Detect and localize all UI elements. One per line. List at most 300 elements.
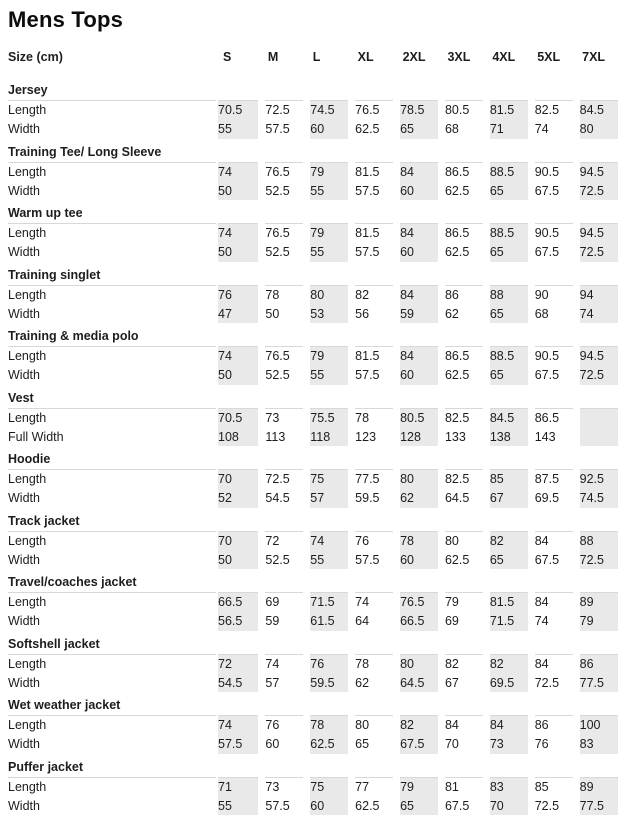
section-name: Training Tee/ Long Sleeve (8, 139, 621, 163)
size-value-cell: 54.5 (262, 489, 307, 508)
size-value-cell: 83 (576, 735, 621, 754)
measurement-label: Length (8, 718, 47, 733)
measurement-label: Length (8, 287, 47, 302)
size-value-cell: 74.5 (576, 489, 621, 508)
size-value-cell: 72 (262, 531, 307, 550)
size-value-cell: 84 (397, 224, 442, 243)
section-name: Warm up tee (8, 200, 621, 224)
size-value-cell: 78 (352, 654, 397, 673)
size-value-cell: 59 (397, 304, 442, 323)
size-value-cell: 69.5 (531, 489, 576, 508)
measurement-row (8, 181, 621, 200)
size-value-cell: 84 (397, 285, 442, 304)
measurement-row (8, 470, 621, 489)
size-value-cell: 64.5 (397, 673, 442, 692)
measurement-label: Full Width (8, 429, 64, 444)
size-value-cell: 76.5 (262, 347, 307, 366)
size-value-cell: 62.5 (441, 243, 486, 262)
size-value-cell: 65 (397, 796, 442, 815)
size-value-cell: 72.5 (531, 796, 576, 815)
section-header-row (8, 262, 621, 286)
size-value-cell: 65 (486, 366, 531, 385)
size-value-cell: 76.5 (262, 162, 307, 181)
measurement-row (8, 101, 621, 120)
size-value-cell: 57.5 (352, 550, 397, 569)
size-value-cell: 88 (576, 531, 621, 550)
size-value-cell: 57.5 (352, 243, 397, 262)
size-value-cell: 59 (262, 612, 307, 631)
section-header-row (8, 200, 621, 224)
size-value-cell: 59.5 (307, 673, 352, 692)
measurement-label: Width (8, 183, 40, 198)
size-value-cell: 78 (397, 531, 442, 550)
size-value-cell: 74 (531, 612, 576, 631)
size-value-cell: 84 (531, 593, 576, 612)
size-value-cell: 94.5 (576, 224, 621, 243)
size-value-cell: 84 (531, 654, 576, 673)
size-value-cell: 60 (397, 366, 442, 385)
size-value-cell: 68 (531, 304, 576, 323)
size-value-cell: 84.5 (486, 408, 531, 427)
size-value-cell: 61.5 (307, 612, 352, 631)
size-value-cell: 74 (217, 347, 262, 366)
size-value-cell: 85 (486, 470, 531, 489)
size-value-cell: 62.5 (352, 796, 397, 815)
size-value-cell: 57 (262, 673, 307, 692)
size-value-cell: 67.5 (397, 735, 442, 754)
size-value-cell: 75 (307, 777, 352, 796)
size-value-cell: 77.5 (576, 796, 621, 815)
size-value-cell: 90 (531, 285, 576, 304)
size-value-cell: 65 (486, 304, 531, 323)
size-value-cell: 67.5 (531, 243, 576, 262)
size-value-cell: 118 (307, 427, 352, 446)
size-column-header: 5XL (537, 50, 561, 64)
section-name: Travel/coaches jacket (8, 569, 621, 593)
size-value-cell: 81.5 (486, 593, 531, 612)
size-value-cell: 70 (217, 470, 262, 489)
size-value-cell: 69.5 (486, 673, 531, 692)
size-value-cell: 50 (262, 304, 307, 323)
size-value-cell: 52 (217, 489, 262, 508)
size-value-cell: 80.5 (441, 101, 486, 120)
size-value-cell: 50 (217, 366, 262, 385)
size-value-cell: 57.5 (262, 120, 307, 139)
size-value-cell: 94.5 (576, 347, 621, 366)
size-value-cell: 76 (531, 735, 576, 754)
size-value-cell: 72.5 (262, 101, 307, 120)
size-value-cell: 65 (486, 550, 531, 569)
size-value-cell: 79 (307, 162, 352, 181)
size-value-cell: 77 (352, 777, 397, 796)
size-value-cell: 94.5 (576, 162, 621, 181)
size-value-cell: 82 (441, 654, 486, 673)
size-value-cell: 47 (217, 304, 262, 323)
measurement-row (8, 304, 621, 323)
section-header-row (8, 446, 621, 470)
section-name: Training singlet (8, 262, 621, 286)
size-value-cell: 143 (531, 427, 576, 446)
size-value-cell: 57.5 (352, 181, 397, 200)
size-value-cell (576, 408, 621, 427)
size-value-cell: 65 (486, 243, 531, 262)
size-value-cell: 60 (307, 120, 352, 139)
size-value-cell: 84 (531, 531, 576, 550)
size-value-cell: 88.5 (486, 162, 531, 181)
size-value-cell: 85 (531, 777, 576, 796)
size-value-cell: 84 (486, 716, 531, 735)
size-value-cell: 79 (397, 777, 442, 796)
measurement-row (8, 593, 621, 612)
section-name: Track jacket (8, 508, 621, 532)
size-header-row (8, 50, 621, 77)
size-value-cell: 52.5 (262, 243, 307, 262)
size-value-cell: 74.5 (307, 101, 352, 120)
measurement-label: Length (8, 103, 47, 118)
size-value-cell: 55 (217, 796, 262, 815)
size-value-cell: 67.5 (531, 181, 576, 200)
size-value-cell: 90.5 (531, 162, 576, 181)
size-value-cell: 69 (262, 593, 307, 612)
size-value-cell: 67.5 (531, 366, 576, 385)
size-value-cell: 74 (307, 531, 352, 550)
measurement-label: Width (8, 122, 40, 136)
size-value-cell: 84 (397, 347, 442, 366)
size-value-cell: 86.5 (441, 347, 486, 366)
size-value-cell: 88 (486, 285, 531, 304)
size-value-cell: 71 (217, 777, 262, 796)
size-value-cell: 80 (441, 531, 486, 550)
size-value-cell: 60 (397, 181, 442, 200)
size-value-cell: 76 (307, 654, 352, 673)
size-value-cell: 50 (217, 181, 262, 200)
size-value-cell: 73 (262, 777, 307, 796)
size-value-cell: 65 (352, 735, 397, 754)
measurement-label: Length (8, 533, 47, 548)
measurement-row (8, 531, 621, 550)
measurement-label: Length (8, 472, 47, 487)
size-value-cell: 81.5 (486, 101, 531, 120)
measurement-label: Length (8, 410, 47, 425)
size-value-cell: 57.5 (352, 366, 397, 385)
size-value-cell: 79 (576, 612, 621, 631)
size-value-cell: 60 (397, 243, 442, 262)
measurement-label: Length (8, 226, 47, 241)
size-value-cell: 70.5 (217, 408, 262, 427)
measurement-label: Width (8, 675, 40, 690)
size-value-cell: 76.5 (397, 593, 442, 612)
size-value-cell: 64 (352, 612, 397, 631)
size-value-cell: 81.5 (352, 347, 397, 366)
size-value-cell: 67 (486, 489, 531, 508)
size-value-cell: 73 (262, 408, 307, 427)
size-column-header: M (267, 50, 279, 64)
measurement-row (8, 408, 621, 427)
size-value-cell: 82.5 (531, 101, 576, 120)
size-value-cell: 94 (576, 285, 621, 304)
size-value-cell: 72.5 (576, 366, 621, 385)
size-column-header: 4XL (492, 50, 516, 64)
section-name: Vest (8, 385, 621, 409)
size-value-cell: 72.5 (576, 243, 621, 262)
size-value-cell: 53 (307, 304, 352, 323)
measurement-row (8, 654, 621, 673)
size-value-cell: 62.5 (441, 550, 486, 569)
size-value-cell: 62.5 (441, 366, 486, 385)
size-value-cell (576, 427, 621, 446)
measurement-row (8, 347, 621, 366)
section-name: Hoodie (8, 446, 621, 470)
size-column-header: XL (357, 50, 374, 64)
size-value-cell: 69 (441, 612, 486, 631)
size-value-cell: 76.5 (352, 101, 397, 120)
measurement-label: Length (8, 779, 47, 794)
size-value-cell: 71.5 (307, 593, 352, 612)
size-value-cell: 75.5 (307, 408, 352, 427)
size-value-cell: 88.5 (486, 347, 531, 366)
measurement-label: Length (8, 349, 47, 364)
section-header-row (8, 569, 621, 593)
size-value-cell: 79 (441, 593, 486, 612)
size-chart-table (8, 50, 625, 815)
measurement-label: Width (8, 552, 40, 567)
size-value-cell: 80 (352, 716, 397, 735)
size-value-cell: 56 (352, 304, 397, 323)
size-value-cell: 60 (397, 550, 442, 569)
size-value-cell: 76 (217, 285, 262, 304)
size-value-cell: 62 (352, 673, 397, 692)
size-column-header: 2XL (402, 50, 426, 64)
size-value-cell: 82.5 (441, 470, 486, 489)
size-column-header: 7XL (582, 50, 606, 64)
size-value-cell: 89 (576, 593, 621, 612)
measurement-row (8, 673, 621, 692)
size-value-cell: 90.5 (531, 224, 576, 243)
size-value-cell: 60 (262, 735, 307, 754)
section-header-row (8, 323, 621, 347)
size-value-cell: 138 (486, 427, 531, 446)
size-value-cell: 82 (352, 285, 397, 304)
size-value-cell: 77.5 (576, 673, 621, 692)
section-header-row (8, 754, 621, 778)
size-value-cell: 87.5 (531, 470, 576, 489)
size-value-cell: 62 (397, 489, 442, 508)
size-value-cell: 52.5 (262, 181, 307, 200)
size-value-cell: 78 (262, 285, 307, 304)
measurement-row (8, 285, 621, 304)
size-value-cell: 72.5 (576, 181, 621, 200)
size-chart-body (8, 77, 621, 815)
size-value-cell: 76 (352, 531, 397, 550)
measurement-row (8, 489, 621, 508)
size-value-cell: 74 (352, 593, 397, 612)
size-value-cell: 80.5 (397, 408, 442, 427)
size-value-cell: 62 (441, 304, 486, 323)
size-value-cell: 92.5 (576, 470, 621, 489)
size-value-cell: 52.5 (262, 366, 307, 385)
size-value-cell: 84 (441, 716, 486, 735)
size-value-cell: 72.5 (576, 550, 621, 569)
size-column-header: 3XL (447, 50, 471, 64)
size-value-cell: 72.5 (531, 673, 576, 692)
size-value-cell: 60 (307, 796, 352, 815)
section-header-row (8, 508, 621, 532)
size-value-cell: 82 (486, 654, 531, 673)
section-name: Softshell jacket (8, 631, 621, 655)
size-value-cell: 90.5 (531, 347, 576, 366)
size-value-cell: 78 (307, 716, 352, 735)
size-value-cell: 86 (441, 285, 486, 304)
size-column-header: L (312, 50, 321, 64)
section-name: Wet weather jacket (8, 692, 621, 716)
size-value-cell: 50 (217, 550, 262, 569)
size-value-cell: 57.5 (262, 796, 307, 815)
measurement-row (8, 796, 621, 815)
size-value-cell: 86 (576, 654, 621, 673)
measurement-label: Length (8, 656, 47, 671)
measurement-row (8, 162, 621, 181)
measurement-row (8, 243, 621, 262)
size-value-cell: 70 (217, 531, 262, 550)
measurement-row (8, 735, 621, 754)
page-title: Mens Tops (8, 7, 124, 32)
size-value-cell: 84.5 (576, 101, 621, 120)
size-value-cell: 76 (262, 716, 307, 735)
section-header-row (8, 692, 621, 716)
size-value-cell: 71 (486, 120, 531, 139)
size-value-cell: 74 (531, 120, 576, 139)
size-value-cell: 79 (307, 347, 352, 366)
size-value-cell: 133 (441, 427, 486, 446)
size-value-cell: 56.5 (217, 612, 262, 631)
size-value-cell: 80 (576, 120, 621, 139)
measurement-row (8, 612, 621, 631)
section-header-row (8, 385, 621, 409)
size-value-cell: 66.5 (397, 612, 442, 631)
section-name: Jersey (8, 77, 621, 101)
section-name: Puffer jacket (8, 754, 621, 778)
size-value-cell: 75 (307, 470, 352, 489)
measurement-label: Width (8, 798, 40, 813)
size-value-cell: 67 (441, 673, 486, 692)
section-header-row (8, 77, 621, 101)
size-value-cell: 66.5 (217, 593, 262, 612)
size-value-cell: 67.5 (531, 550, 576, 569)
size-value-cell: 76.5 (262, 224, 307, 243)
size-value-cell: 55 (307, 366, 352, 385)
size-value-cell: 83 (486, 777, 531, 796)
size-value-cell: 52.5 (262, 550, 307, 569)
size-value-cell: 65 (397, 120, 442, 139)
size-value-cell: 74 (262, 654, 307, 673)
size-value-cell: 88.5 (486, 224, 531, 243)
size-value-cell: 74 (217, 224, 262, 243)
measurement-row (8, 427, 621, 446)
size-value-cell: 57.5 (217, 735, 262, 754)
size-value-cell: 68 (441, 120, 486, 139)
measurement-label: Width (8, 245, 40, 259)
size-value-cell: 55 (307, 550, 352, 569)
size-value-cell: 70.5 (217, 101, 262, 120)
size-value-cell: 73 (486, 735, 531, 754)
size-value-cell: 82 (397, 716, 442, 735)
size-value-cell: 86.5 (531, 408, 576, 427)
section-header-row (8, 139, 621, 163)
measurement-label: Length (8, 164, 47, 179)
size-value-cell: 100 (576, 716, 621, 735)
size-value-cell: 82.5 (441, 408, 486, 427)
size-value-cell: 79 (307, 224, 352, 243)
measurement-row (8, 224, 621, 243)
size-value-cell: 55 (307, 181, 352, 200)
size-column-header: S (223, 50, 232, 64)
size-value-cell: 81.5 (352, 224, 397, 243)
size-value-cell: 80 (397, 470, 442, 489)
measurement-row (8, 716, 621, 735)
size-value-cell: 62.5 (352, 120, 397, 139)
measurement-row (8, 777, 621, 796)
size-value-cell: 74 (217, 716, 262, 735)
measurement-row (8, 550, 621, 569)
size-value-cell: 59.5 (352, 489, 397, 508)
section-header-row (8, 631, 621, 655)
size-value-cell: 50 (217, 243, 262, 262)
size-value-cell: 113 (262, 427, 307, 446)
size-value-cell: 55 (307, 243, 352, 262)
measurement-label: Width (8, 737, 40, 751)
measurement-label: Length (8, 595, 47, 610)
size-value-cell: 57 (307, 489, 352, 508)
size-value-cell: 72 (217, 654, 262, 673)
measurement-label: Width (8, 491, 40, 505)
size-value-cell: 74 (576, 304, 621, 323)
size-value-cell: 80 (397, 654, 442, 673)
size-value-cell: 81.5 (352, 162, 397, 181)
size-value-cell: 86.5 (441, 224, 486, 243)
size-unit-label: Size (cm) (8, 50, 63, 64)
section-name: Training & media polo (8, 323, 621, 347)
size-value-cell: 70 (486, 796, 531, 815)
size-value-cell: 62.5 (441, 181, 486, 200)
measurement-label: Width (8, 614, 40, 628)
size-value-cell: 80 (307, 285, 352, 304)
size-value-cell: 72.5 (262, 470, 307, 489)
size-value-cell: 78 (352, 408, 397, 427)
size-value-cell: 86.5 (441, 162, 486, 181)
size-value-cell: 84 (397, 162, 442, 181)
size-value-cell: 77.5 (352, 470, 397, 489)
size-value-cell: 123 (352, 427, 397, 446)
size-value-cell: 74 (217, 162, 262, 181)
measurement-label: Width (8, 368, 40, 382)
size-value-cell: 65 (486, 181, 531, 200)
measurement-row (8, 120, 621, 139)
size-value-cell: 64.5 (441, 489, 486, 508)
size-header (8, 50, 621, 77)
size-value-cell: 82 (486, 531, 531, 550)
size-value-cell: 128 (397, 427, 442, 446)
size-value-cell: 78.5 (397, 101, 442, 120)
size-value-cell: 62.5 (307, 735, 352, 754)
size-value-cell: 67.5 (441, 796, 486, 815)
size-value-cell: 89 (576, 777, 621, 796)
size-value-cell: 81 (441, 777, 486, 796)
size-value-cell: 54.5 (217, 673, 262, 692)
size-value-cell: 71.5 (486, 612, 531, 631)
size-value-cell: 108 (217, 427, 262, 446)
measurement-row (8, 366, 621, 385)
size-value-cell: 70 (441, 735, 486, 754)
